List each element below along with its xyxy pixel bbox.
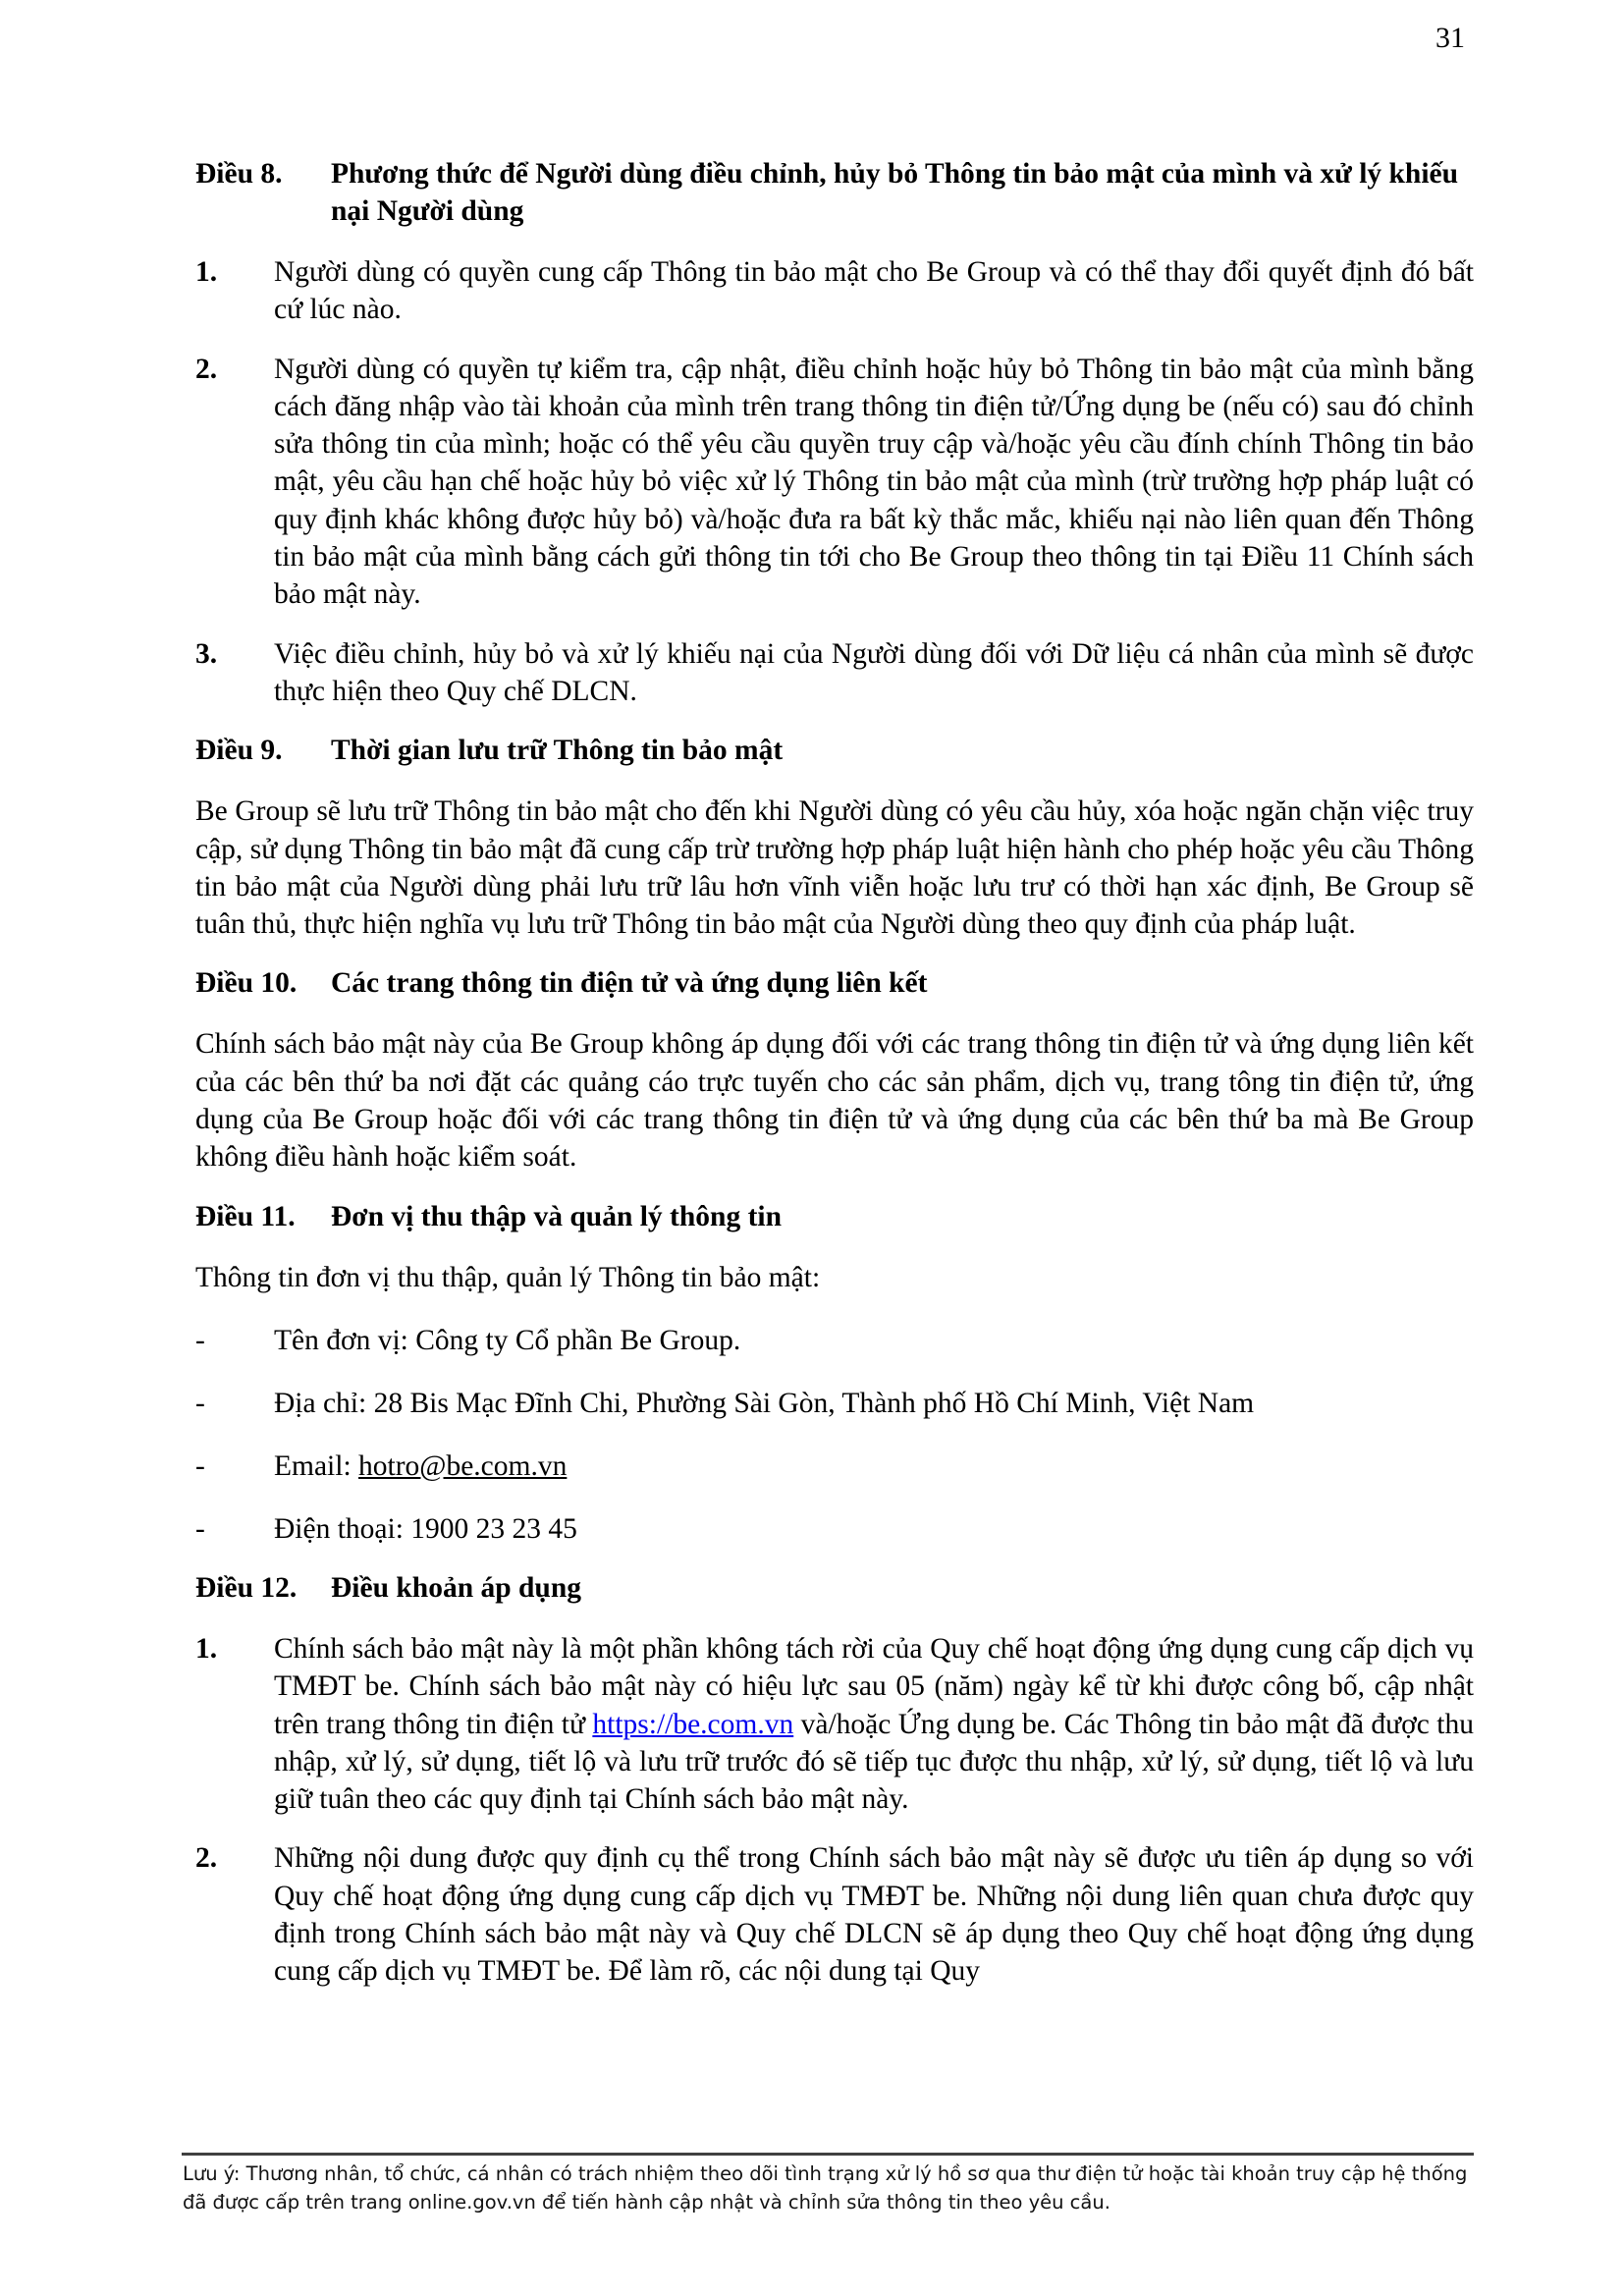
item-number: 2. xyxy=(195,353,218,385)
article-number: Điều 10. xyxy=(195,967,298,1000)
dash-bullet: - xyxy=(195,1512,205,1545)
footer-divider xyxy=(182,2153,1474,2156)
item-text: Những nội dung được quy định cụ thể trong Chính sách bảo mật này sẽ được ưu tiên áp dụng so với Quy chế hoạt động ứng dụng cung cấp dịch vụ TMĐT be. Những nội dung liên quan chưa được quy định trong Chính sách bảo mật này và Quy chế DLCN sẽ áp dụng theo Quy chế hoạt động ứng dụng cung cấp dịch vụ TMĐT be. Để làm rõ, các nội dung tại Quy xyxy=(274,1842,1474,1988)
page-number: 31 xyxy=(1435,22,1465,54)
email-line xyxy=(274,1448,567,1485)
article-number: Điều 12. xyxy=(195,1571,298,1604)
article-number: Điều 11. xyxy=(195,1200,296,1232)
list-item xyxy=(195,1630,1474,1818)
article-heading xyxy=(195,1198,1474,1235)
article-number: Điều 8. xyxy=(195,158,283,190)
article-9 xyxy=(195,732,1474,943)
article-paragraph: Be Group sẽ lưu trữ Thông tin bảo mật cho đến khi Người dùng có yêu cầu hủy, xóa hoặc ngăn chặn việc truy cập, sử dụng Thông tin bảo mật đã cung cấp trừ trường hợp pháp luật hiện hành cho phép hoặc yêu cầu Thông tin bảo mật của Người dùng phải lưu trữ lâu hơn vĩnh viễn hoặc lưu trư có thời hạn xác định, Be Group sẽ tuân thủ, thực hiện nghĩa vụ lưu trữ Thông tin bảo mật của Người dùng theo quy định của pháp luật. xyxy=(195,795,1474,941)
item-text-before-link: Chính sách bảo mật này là một phần không tách rời của Quy chế hoạt động ứng dụng cung cấp dịch vụ TMĐT be. Chính sách bảo mật này có hiệu lực sau 05 (năm) ngày kể từ khi được công bố, cập nhật trên trang thông tin điện tử xyxy=(274,1632,1474,1740)
article-12 xyxy=(195,1569,1474,1991)
list-item xyxy=(195,253,1474,329)
company-name-item xyxy=(195,1322,1474,1359)
item-text-after-link: và/hoặc Ứng dụng be. Các Thông tin bảo mật đã được thu nhập, xử lý, sử dụng, tiết lộ và lưu trữ trước đó sẽ tiếp tục được thu nhập, xử lý, sử dụng, tiết lộ và lưu giữ tuân theo các quy định tại Chính sách bảo mật này. xyxy=(274,1708,1474,1816)
article-heading xyxy=(195,732,1474,769)
item-text: Việc điều chỉnh, hủy bỏ và xử lý khiếu nại của Người dùng đối với Dữ liệu cá nhân của mình sẽ được thực hiện theo Quy chế DLCN. xyxy=(274,637,1474,707)
article-title: Phương thức để Người dùng điều chỉnh, hủy bỏ Thông tin bảo mật của mình và xử lý khiếu nại Người dùng xyxy=(331,158,1459,227)
company-name: Tên đơn vị: Công ty Cổ phần Be Group. xyxy=(274,1324,741,1356)
email-label: Email: xyxy=(274,1449,359,1482)
article-title: Các trang thông tin điện tử và ứng dụng liên kết xyxy=(331,967,928,1000)
item-text: Người dùng có quyền cung cấp Thông tin bảo mật cho Be Group và có thể thay đổi quyết định đó bất cứ lúc nào. xyxy=(274,256,1474,326)
dash-bullet: - xyxy=(195,1449,205,1482)
article-paragraph: Thông tin đơn vị thu thập, quản lý Thông tin bảo mật: xyxy=(195,1261,821,1293)
dash-bullet: - xyxy=(195,1387,205,1419)
item-text: Người dùng có quyền tự kiểm tra, cập nhật, điều chỉnh hoặc hủy bỏ Thông tin bảo mật của mình bằng cách đăng nhập vào tài khoản của mình trên trang thông tin điện tử/Ứng dụng be (nếu có) sau đó chỉnh sửa thông tin của mình; hoặc có thể yêu cầu quyền truy cập và/hoặc yêu cầu đính chính Thông tin bảo mật, yêu cầu hạn chế hoặc hủy bỏ việc xử lý Thông tin bảo mật của mình (trừ trường hợp pháp luật có quy định khác không được hủy bỏ) và/hoặc đưa ra bất kỳ thắc mắc, khiếu nại nào liên quan đến Thông tin bảo mật của mình bằng cách gửi thông tin tới cho Be Group theo thông tin tại Điều 11 Chính sách bảo mật này. xyxy=(274,353,1474,611)
dash-bullet: - xyxy=(195,1324,205,1356)
article-title: Điều khoản áp dụng xyxy=(331,1571,581,1604)
article-title: Đơn vị thu thập và quản lý thông tin xyxy=(331,1200,782,1232)
address-item xyxy=(195,1385,1474,1422)
article-heading xyxy=(195,155,1474,230)
phone-item xyxy=(195,1510,1474,1548)
item-text xyxy=(274,1630,1474,1818)
email-item xyxy=(195,1448,1474,1485)
article-heading xyxy=(195,964,1474,1002)
article-paragraph: Chính sách bảo mật này của Be Group không áp dụng đối với các trang thông tin điện tử và ứng dụng liên kết của các bên thứ ba nơi đặt các quảng cáo trực tuyến cho các sản phẩm, dịch vụ, trang tông tin điện tử, ứng dụng của Be Group hoặc đối với các trang thông tin điện tử và ứng dụng của các bên thứ ba mà Be Group không điều hành hoặc kiểm soát. xyxy=(195,1028,1474,1174)
address: Địa chỉ: 28 Bis Mạc Đĩnh Chi, Phường Sài Gòn, Thành phố Hồ Chí Minh, Việt Nam xyxy=(274,1387,1255,1419)
item-number: 2. xyxy=(195,1842,218,1875)
footer-note: Lưu ý: Thương nhân, tổ chức, cá nhân có trách nhiệm theo dõi tình trạng xử lý hồ sơ qua thư điện tử hoặc tài khoản truy cập hệ thống đã được cấp trên trang online.gov.vn để tiến hành cập nhật và chỉnh sửa thông tin theo yêu cầu. xyxy=(183,2162,1468,2214)
list-item xyxy=(195,351,1474,614)
list-item xyxy=(195,1839,1474,1990)
item-number: 3. xyxy=(195,637,218,670)
list-item xyxy=(195,635,1474,711)
article-heading xyxy=(195,1569,1474,1607)
item-number: 1. xyxy=(195,1632,218,1665)
website-link[interactable]: https://be.com.vn xyxy=(592,1708,794,1740)
email-link[interactable]: hotro@be.com.vn xyxy=(358,1449,568,1482)
article-number: Điều 9. xyxy=(195,735,283,767)
article-10 xyxy=(195,964,1474,1175)
document-body xyxy=(195,155,1474,2012)
article-title: Thời gian lưu trữ Thông tin bảo mật xyxy=(331,735,784,767)
article-11 xyxy=(195,1198,1474,1548)
article-8 xyxy=(195,155,1474,710)
item-number: 1. xyxy=(195,256,218,288)
phone: Điện thoại: 1900 23 23 45 xyxy=(274,1512,577,1545)
